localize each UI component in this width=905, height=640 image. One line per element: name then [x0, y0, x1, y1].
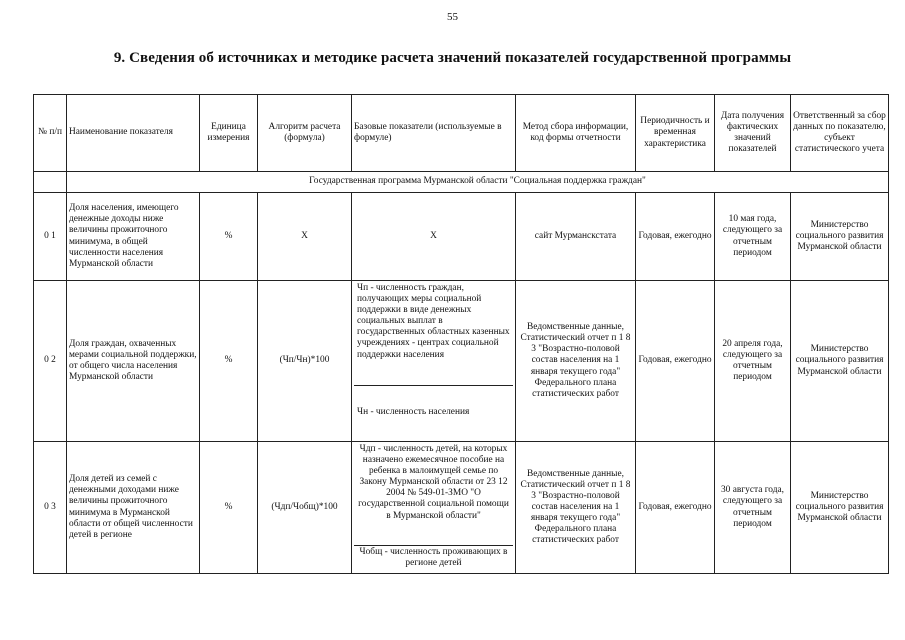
- row-period: Годовая, ежегодно: [636, 442, 715, 574]
- row-method: Ведомственные данные, Статистический отчет п 1 8 3 "Возрастно-половой состав населения на 1 января текущего года" Федерального плана статистических работ: [516, 281, 636, 442]
- row-base: Х: [352, 193, 516, 281]
- row-date: 10 мая года, следующего за отчетным периодом: [715, 193, 791, 281]
- row-base: [352, 442, 516, 574]
- row-unit: %: [200, 442, 258, 574]
- row-name: Доля граждан, охваченных мерами социальной поддержки, от общего числа населения Мурманской области: [67, 281, 200, 442]
- row-algo: (Чп/Чн)*100: [258, 281, 352, 442]
- row-resp: Министерство социального развития Мурманской области: [791, 281, 889, 442]
- row-algo: (Чдп/Чобщ)*100: [258, 442, 352, 574]
- row-algo: Х: [258, 193, 352, 281]
- row-unit: %: [200, 193, 258, 281]
- base-indicator-2: [354, 385, 513, 440]
- row-method: сайт Мурманскстата: [516, 193, 636, 281]
- section-title: 9. Сведения об источниках и методике расчета значений показателей государственной программы: [113, 50, 792, 66]
- row-num: 0 1: [34, 193, 67, 281]
- header-row: [34, 95, 889, 172]
- row-date: 30 августа года, следующего за отчетным периодом: [715, 442, 791, 574]
- table-row: [34, 281, 889, 442]
- row-name: Доля населения, имеющего денежные доходы ниже величины прожиточного минимума, в общей численности населения Мурманской области: [67, 193, 200, 281]
- header-base: Базовые показатели (используемые в формуле): [352, 95, 516, 172]
- base-indicator-1: Чдп - численность детей, на которых назначено ежемесячное пособие на ребенка в малоимущей семье по Закону Мурманской области от 23 12 2004 № 549-01-ЗМО "О государственной социальной помощи в Мурманской области": [358, 444, 509, 521]
- table-row: [34, 193, 889, 281]
- header-date: Дата получения фактических значений показателей: [715, 95, 791, 172]
- header-method: Метод сбора информации, код формы отчетности: [516, 95, 636, 172]
- header-num: № п/п: [34, 95, 67, 172]
- table-row: [34, 442, 889, 574]
- row-num: 0 2: [34, 281, 67, 442]
- page-number: 55: [447, 11, 458, 23]
- header-unit: Единица измерения: [200, 95, 258, 172]
- row-resp: Министерство социального развития Мурманской области: [791, 193, 889, 281]
- program-row-empty: [34, 172, 67, 193]
- row-unit: %: [200, 281, 258, 442]
- header-name: Наименование показателя: [67, 95, 200, 172]
- row-period: Годовая, ежегодно: [636, 281, 715, 442]
- row-base: [352, 281, 516, 442]
- indicators-table: [33, 94, 889, 574]
- header-period: Периодичность и временная характеристика: [636, 95, 715, 172]
- row-name: Доля детей из семей с денежными доходами ниже величины прожиточного минимума в Мурманской области от общей численности детей в регионе: [67, 442, 200, 574]
- header-resp: Ответственный за сбор данных по показателю, субъект статистического учета: [791, 95, 889, 172]
- row-resp: Министерство социального развития Мурманской области: [791, 442, 889, 574]
- base-indicator-2-text: Чн - численность населения: [357, 407, 470, 418]
- row-method: Ведомственные данные, Статистический отчет п 1 8 3 "Возрастно-половой состав населения на 1 января текущего года" Федерального плана статистических работ: [516, 442, 636, 574]
- program-title: Государственная программа Мурманской области "Социальная поддержка граждан": [67, 172, 889, 193]
- base-indicator-2: Чобщ - численность проживающих в регионе детей: [354, 545, 513, 572]
- header-algo: Алгоритм расчета (формула): [258, 95, 352, 172]
- row-period: Годовая, ежегодно: [636, 193, 715, 281]
- base-indicator-1: Чп - численность граждан, получающих меры социальной поддержки в виде денежных социальных выплат в государственных областных казенных учреждениях - центрах социальной поддержки населения: [357, 283, 510, 360]
- row-date: 20 апреля года, следующего за отчетным периодом: [715, 281, 791, 442]
- program-row: [34, 172, 889, 193]
- row-num: 0 3: [34, 442, 67, 574]
